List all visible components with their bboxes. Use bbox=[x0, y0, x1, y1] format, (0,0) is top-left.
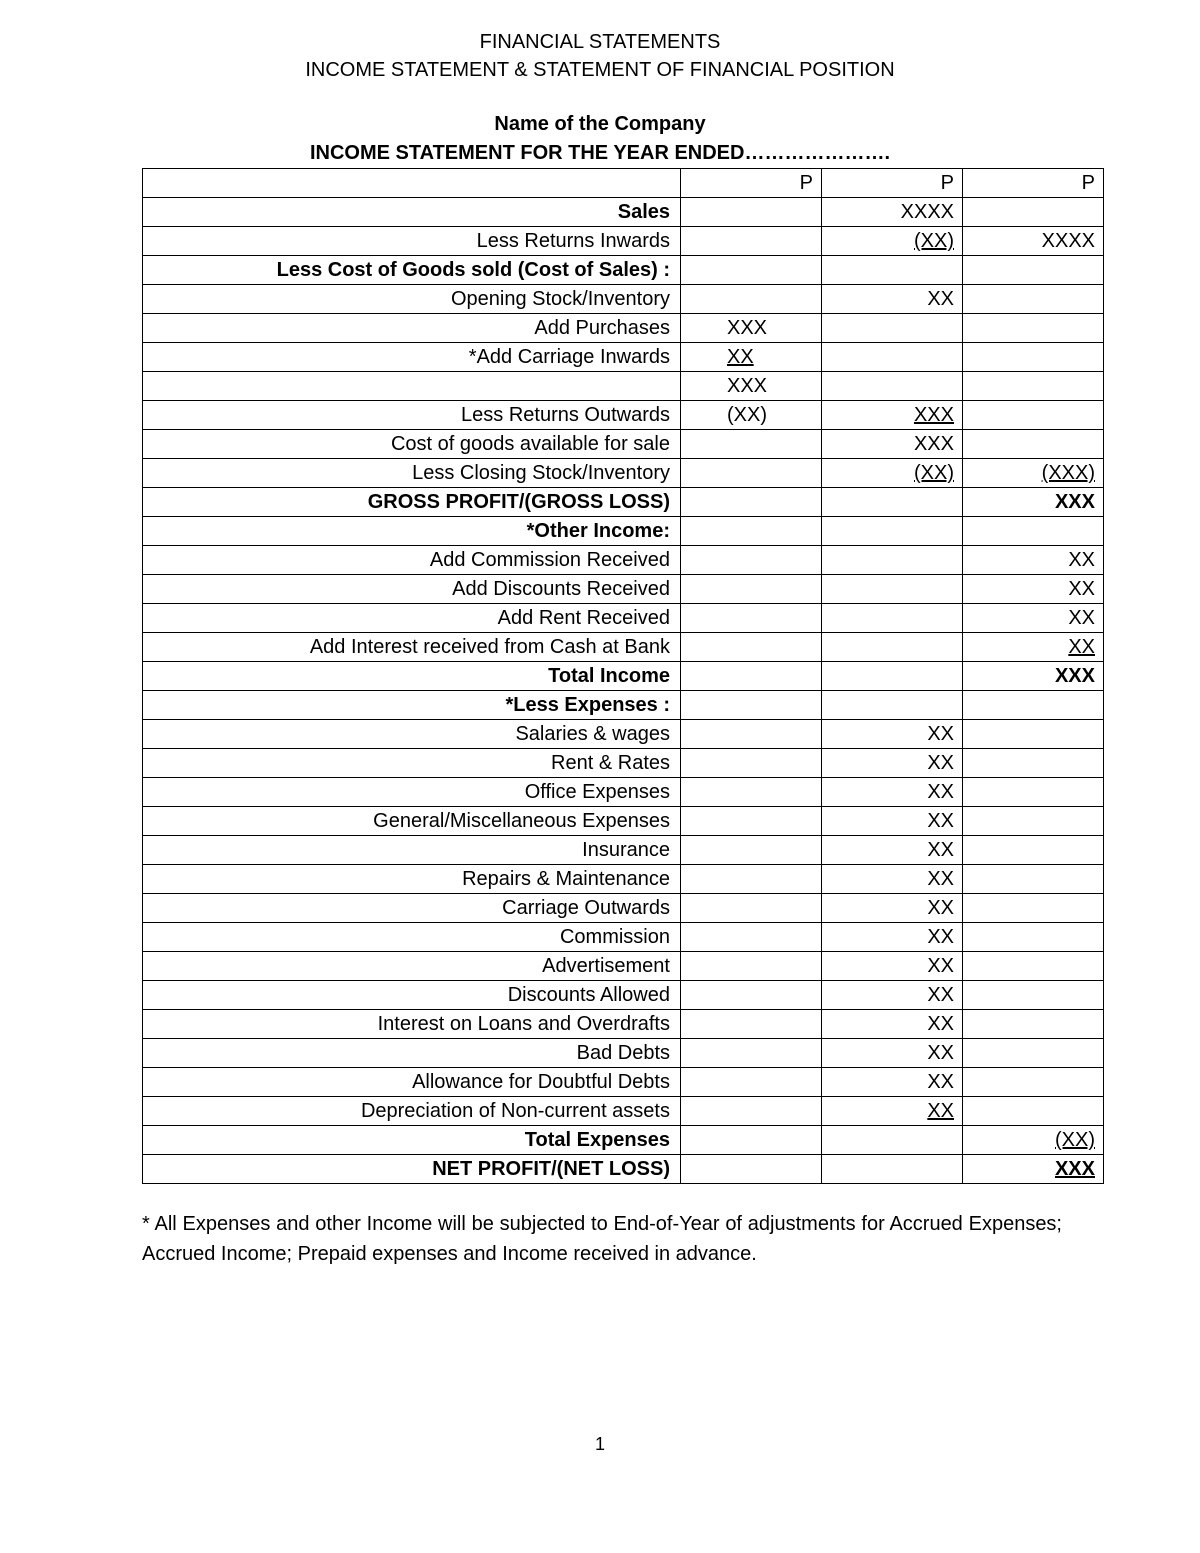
value-col-3 bbox=[963, 691, 1104, 720]
value-col-3-text: XXX bbox=[1054, 491, 1095, 513]
value-col-3 bbox=[963, 1068, 1104, 1097]
table-row bbox=[143, 227, 1104, 256]
header-label-cell bbox=[143, 169, 681, 198]
value-col-1 bbox=[681, 459, 822, 488]
value-col-3 bbox=[963, 923, 1104, 952]
row-label-text: Sales bbox=[617, 201, 670, 223]
table-row bbox=[143, 575, 1104, 604]
row-label bbox=[143, 778, 681, 807]
row-label-text: GROSS PROFIT/(GROSS LOSS) bbox=[367, 491, 670, 513]
column-header: P bbox=[963, 169, 1104, 198]
value-col-2 bbox=[822, 836, 963, 865]
value-col-2 bbox=[822, 314, 963, 343]
value-col-1 bbox=[681, 517, 822, 546]
row-label bbox=[143, 459, 681, 488]
value-col-3 bbox=[963, 1039, 1104, 1068]
value-col-3 bbox=[963, 459, 1104, 488]
value-col-2 bbox=[822, 981, 963, 1010]
value-col-1 bbox=[681, 1097, 822, 1126]
row-label bbox=[143, 865, 681, 894]
value-col-1 bbox=[681, 633, 822, 662]
table-row bbox=[143, 807, 1104, 836]
row-label bbox=[143, 343, 681, 372]
row-label-text: Advertisement bbox=[542, 955, 670, 977]
value-col-2 bbox=[822, 865, 963, 894]
value-col-3 bbox=[963, 517, 1104, 546]
value-col-3 bbox=[963, 836, 1104, 865]
row-label-text: Allowance for Doubtful Debts bbox=[412, 1071, 670, 1093]
row-label-text: Cost of goods available for sale bbox=[390, 433, 670, 455]
value-col-1-text: XXX bbox=[727, 317, 768, 339]
value-col-3 bbox=[963, 633, 1104, 662]
table-row bbox=[143, 198, 1104, 227]
value-col-3 bbox=[963, 604, 1104, 633]
value-col-2 bbox=[822, 459, 963, 488]
column-header: P bbox=[681, 169, 822, 198]
value-col-2 bbox=[822, 894, 963, 923]
value-col-2-text: XX bbox=[927, 1042, 954, 1064]
value-col-1 bbox=[681, 952, 822, 981]
row-label-text: Office Expenses bbox=[524, 781, 670, 803]
value-col-2 bbox=[822, 256, 963, 285]
row-label bbox=[143, 952, 681, 981]
value-col-2-text: (XX) bbox=[914, 462, 954, 484]
value-col-1 bbox=[681, 1068, 822, 1097]
row-label bbox=[143, 981, 681, 1010]
value-col-1 bbox=[681, 749, 822, 778]
value-col-2 bbox=[822, 517, 963, 546]
value-col-2 bbox=[822, 952, 963, 981]
row-label-text: Opening Stock/Inventory bbox=[450, 288, 670, 310]
value-col-2 bbox=[822, 488, 963, 517]
value-col-2 bbox=[822, 604, 963, 633]
row-label-text: Add Discounts Received bbox=[452, 578, 670, 600]
row-label bbox=[143, 662, 681, 691]
table-row bbox=[143, 604, 1104, 633]
value-col-2-text: XX bbox=[927, 1071, 954, 1093]
value-col-1 bbox=[681, 981, 822, 1010]
row-label-text: *Less Expenses : bbox=[505, 694, 670, 716]
table-row bbox=[143, 865, 1104, 894]
value-col-2-text: XX bbox=[927, 810, 954, 832]
table-row bbox=[143, 1039, 1104, 1068]
row-label bbox=[143, 923, 681, 952]
value-col-1 bbox=[681, 836, 822, 865]
value-col-1-text: (XX) bbox=[727, 404, 767, 426]
column-header: P bbox=[822, 169, 963, 198]
row-label bbox=[143, 1155, 681, 1184]
value-col-1 bbox=[681, 285, 822, 314]
value-col-2-text: XXXX bbox=[900, 201, 954, 223]
value-col-3 bbox=[963, 807, 1104, 836]
row-label-text: Add Interest received from Cash at Bank bbox=[309, 636, 670, 658]
row-label bbox=[143, 749, 681, 778]
table-row bbox=[143, 343, 1104, 372]
value-col-2 bbox=[822, 1039, 963, 1068]
value-col-3 bbox=[963, 575, 1104, 604]
row-label bbox=[143, 372, 681, 401]
table-row bbox=[143, 1097, 1104, 1126]
value-col-3 bbox=[963, 1155, 1104, 1184]
row-label bbox=[143, 1039, 681, 1068]
value-col-3 bbox=[963, 778, 1104, 807]
row-label-text: Repairs & Maintenance bbox=[462, 868, 670, 890]
table-row bbox=[143, 372, 1104, 401]
table-row bbox=[143, 459, 1104, 488]
value-col-2 bbox=[822, 720, 963, 749]
value-col-3 bbox=[963, 720, 1104, 749]
value-col-1 bbox=[681, 1010, 822, 1039]
value-col-2 bbox=[822, 1155, 963, 1184]
row-label-text: Commission bbox=[559, 926, 670, 948]
value-col-2 bbox=[822, 227, 963, 256]
table-row bbox=[143, 1068, 1104, 1097]
table-row bbox=[143, 778, 1104, 807]
value-col-2 bbox=[822, 1068, 963, 1097]
value-col-2 bbox=[822, 1126, 963, 1155]
row-label-text: Total Expenses bbox=[524, 1129, 670, 1151]
value-col-3 bbox=[963, 749, 1104, 778]
document-title: FINANCIAL STATEMENTS bbox=[479, 31, 721, 53]
value-col-3 bbox=[963, 488, 1104, 517]
statement-title: INCOME STATEMENT FOR THE YEAR ENDED…………………. bbox=[309, 142, 891, 164]
value-col-3 bbox=[963, 227, 1104, 256]
table-row bbox=[143, 894, 1104, 923]
table-row bbox=[143, 285, 1104, 314]
row-label-text: Carriage Outwards bbox=[502, 897, 670, 919]
value-col-1 bbox=[681, 807, 822, 836]
footnote: * All Expenses and other Income will be subjected to End-of-Year of adjustments for Accrued Expenses; Accrued Income; Prepaid expenses and Income received in advance. bbox=[142, 1213, 1062, 1265]
row-label-text: NET PROFIT/(NET LOSS) bbox=[432, 1158, 670, 1180]
value-col-2-text: XX bbox=[927, 752, 954, 774]
value-col-2-text: XX bbox=[927, 897, 954, 919]
row-label-text: Add Rent Received bbox=[497, 607, 670, 629]
table-row bbox=[143, 401, 1104, 430]
table-row bbox=[143, 488, 1104, 517]
value-col-3 bbox=[963, 662, 1104, 691]
row-label bbox=[143, 546, 681, 575]
value-col-1 bbox=[681, 343, 822, 372]
value-col-1 bbox=[681, 1039, 822, 1068]
row-label-text: Insurance bbox=[582, 839, 670, 861]
value-col-3 bbox=[963, 256, 1104, 285]
value-col-1 bbox=[681, 720, 822, 749]
value-col-2 bbox=[822, 1010, 963, 1039]
value-col-3 bbox=[963, 981, 1104, 1010]
value-col-3 bbox=[963, 372, 1104, 401]
value-col-3 bbox=[963, 343, 1104, 372]
table-row bbox=[143, 517, 1104, 546]
value-col-2-text: XXX bbox=[913, 433, 954, 455]
value-col-3 bbox=[963, 894, 1104, 923]
value-col-2 bbox=[822, 807, 963, 836]
row-label-text: Salaries & wages bbox=[515, 723, 670, 745]
income-statement-table bbox=[142, 168, 1104, 1184]
table-row bbox=[143, 662, 1104, 691]
value-col-2 bbox=[822, 285, 963, 314]
value-col-3 bbox=[963, 314, 1104, 343]
row-label-text: General/Miscellaneous Expenses bbox=[373, 810, 670, 832]
value-col-2 bbox=[822, 923, 963, 952]
value-col-1 bbox=[681, 372, 822, 401]
table-row bbox=[143, 314, 1104, 343]
row-label-text: Less Closing Stock/Inventory bbox=[412, 462, 670, 484]
value-col-2 bbox=[822, 575, 963, 604]
value-col-3 bbox=[963, 1097, 1104, 1126]
table-row bbox=[143, 836, 1104, 865]
table-row bbox=[143, 1010, 1104, 1039]
value-col-2-text: XX bbox=[927, 1100, 954, 1122]
value-col-2-text: XXX bbox=[913, 404, 954, 426]
row-label-text: Total Income bbox=[548, 665, 670, 687]
value-col-3 bbox=[963, 198, 1104, 227]
row-label-text: *Other Income: bbox=[526, 520, 670, 542]
row-label bbox=[143, 488, 681, 517]
table-row bbox=[143, 952, 1104, 981]
value-col-1 bbox=[681, 604, 822, 633]
table-row bbox=[143, 1155, 1104, 1184]
value-col-2-text: XX bbox=[927, 723, 954, 745]
row-label-text: Rent & Rates bbox=[551, 752, 670, 774]
value-col-2 bbox=[822, 430, 963, 459]
value-col-3-text: XX bbox=[1068, 578, 1095, 600]
value-col-1-text: XX bbox=[727, 346, 754, 368]
value-col-2 bbox=[822, 401, 963, 430]
row-label bbox=[143, 517, 681, 546]
value-col-2 bbox=[822, 691, 963, 720]
row-label bbox=[143, 314, 681, 343]
value-col-3 bbox=[963, 546, 1104, 575]
value-col-3-text: XX bbox=[1068, 607, 1095, 629]
value-col-1 bbox=[681, 314, 822, 343]
value-col-2-text: XX bbox=[927, 868, 954, 890]
value-col-2-text: XX bbox=[927, 839, 954, 861]
value-col-3 bbox=[963, 952, 1104, 981]
row-label bbox=[143, 401, 681, 430]
row-label bbox=[143, 1097, 681, 1126]
row-label bbox=[143, 894, 681, 923]
value-col-2-text: XX bbox=[927, 288, 954, 310]
value-col-1 bbox=[681, 488, 822, 517]
row-label-text: Less Returns Inwards bbox=[476, 230, 670, 252]
table-row bbox=[143, 633, 1104, 662]
value-col-1 bbox=[681, 1126, 822, 1155]
value-col-1 bbox=[681, 256, 822, 285]
row-label-text: Interest on Loans and Overdrafts bbox=[377, 1013, 670, 1035]
value-col-1 bbox=[681, 662, 822, 691]
row-label bbox=[143, 1068, 681, 1097]
value-col-2 bbox=[822, 633, 963, 662]
table-header-row bbox=[143, 169, 1104, 198]
row-label bbox=[143, 691, 681, 720]
row-label bbox=[143, 285, 681, 314]
value-col-3 bbox=[963, 1010, 1104, 1039]
value-col-1 bbox=[681, 894, 822, 923]
row-label bbox=[143, 1126, 681, 1155]
row-label-text: Add Purchases bbox=[534, 317, 670, 339]
table-row bbox=[143, 430, 1104, 459]
value-col-1 bbox=[681, 923, 822, 952]
table-row bbox=[143, 923, 1104, 952]
row-label bbox=[143, 807, 681, 836]
table-row bbox=[143, 749, 1104, 778]
row-label bbox=[143, 227, 681, 256]
value-col-3-text: XXXX bbox=[1041, 230, 1095, 252]
row-label-text: Less Cost of Goods sold (Cost of Sales) : bbox=[276, 259, 670, 281]
value-col-1 bbox=[681, 546, 822, 575]
value-col-2 bbox=[822, 749, 963, 778]
value-col-3-text: XXX bbox=[1054, 665, 1095, 687]
row-label bbox=[143, 720, 681, 749]
value-col-1 bbox=[681, 198, 822, 227]
value-col-2 bbox=[822, 778, 963, 807]
row-label-text: Less Returns Outwards bbox=[461, 404, 670, 426]
row-label bbox=[143, 633, 681, 662]
value-col-2 bbox=[822, 1097, 963, 1126]
document-subtitle: INCOME STATEMENT & STATEMENT OF FINANCIAL POSITION bbox=[305, 59, 895, 81]
value-col-2-text: (XX) bbox=[914, 230, 954, 252]
table-row bbox=[143, 981, 1104, 1010]
value-col-1 bbox=[681, 865, 822, 894]
row-label bbox=[143, 430, 681, 459]
value-col-2-text: XX bbox=[927, 955, 954, 977]
table-row bbox=[143, 546, 1104, 575]
value-col-3-text: XX bbox=[1068, 549, 1095, 571]
value-col-1-text: XXX bbox=[727, 375, 768, 397]
page-number: 1 bbox=[594, 1434, 605, 1454]
table-row bbox=[143, 1126, 1104, 1155]
row-label bbox=[143, 198, 681, 227]
value-col-2 bbox=[822, 662, 963, 691]
row-label bbox=[143, 604, 681, 633]
company-name: Name of the Company bbox=[494, 113, 706, 135]
row-label bbox=[143, 256, 681, 285]
row-label bbox=[143, 1010, 681, 1039]
value-col-2-text: XX bbox=[927, 781, 954, 803]
row-label bbox=[143, 575, 681, 604]
table-row bbox=[143, 720, 1104, 749]
row-label-text: Bad Debts bbox=[576, 1042, 670, 1064]
value-col-3 bbox=[963, 285, 1104, 314]
value-col-3 bbox=[963, 430, 1104, 459]
value-col-2 bbox=[822, 343, 963, 372]
value-col-3-text: XXX bbox=[1054, 1158, 1095, 1180]
value-col-3 bbox=[963, 401, 1104, 430]
row-label-text: Add Commission Received bbox=[429, 549, 670, 571]
value-col-3-text: (XX) bbox=[1055, 1129, 1095, 1151]
row-label-text: Depreciation of Non-current assets bbox=[360, 1100, 670, 1122]
value-col-3 bbox=[963, 865, 1104, 894]
value-col-2-text: XX bbox=[927, 984, 954, 1006]
value-col-2-text: XX bbox=[927, 1013, 954, 1035]
value-col-2 bbox=[822, 546, 963, 575]
value-col-1 bbox=[681, 401, 822, 430]
value-col-1 bbox=[681, 575, 822, 604]
value-col-3-text: XX bbox=[1068, 636, 1095, 658]
value-col-3 bbox=[963, 1126, 1104, 1155]
value-col-2 bbox=[822, 198, 963, 227]
value-col-3-text: (XXX) bbox=[1041, 462, 1095, 484]
row-label bbox=[143, 836, 681, 865]
value-col-1 bbox=[681, 430, 822, 459]
value-col-2 bbox=[822, 372, 963, 401]
table-row bbox=[143, 256, 1104, 285]
row-label-text: Discounts Allowed bbox=[507, 984, 670, 1006]
value-col-2-text: XX bbox=[927, 926, 954, 948]
value-col-1 bbox=[681, 778, 822, 807]
value-col-1 bbox=[681, 691, 822, 720]
row-label-text: *Add Carriage Inwards bbox=[468, 346, 670, 368]
table-row bbox=[143, 691, 1104, 720]
value-col-1 bbox=[681, 227, 822, 256]
value-col-1 bbox=[681, 1155, 822, 1184]
